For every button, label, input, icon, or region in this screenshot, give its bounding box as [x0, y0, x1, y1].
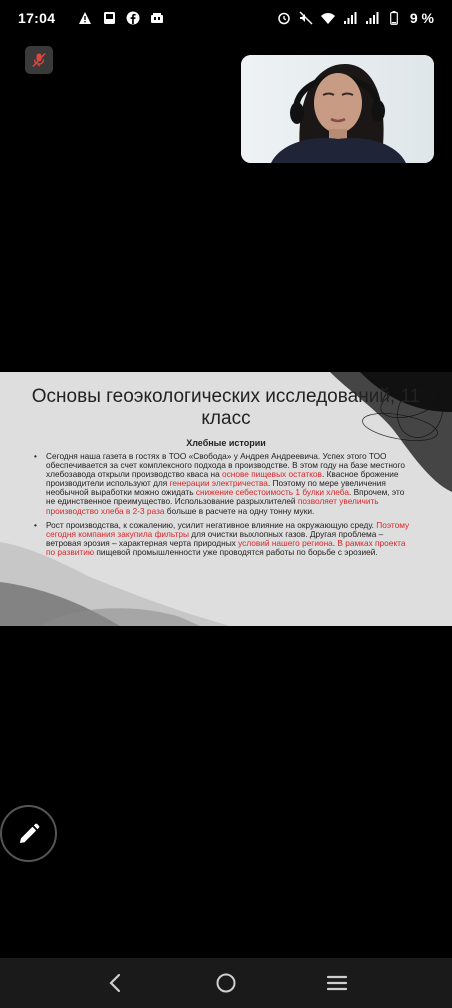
- participant-video[interactable]: [241, 55, 434, 163]
- slide-title: Основы геоэкологических исследований, 11 класс: [31, 386, 421, 429]
- media-icon: [149, 10, 165, 26]
- back-icon: [107, 973, 123, 993]
- wifi-icon: [320, 10, 336, 26]
- slide-body: [34, 452, 414, 562]
- paragraph-text: . Поэтому по мере увеличения необычной выработки можно ожидать: [46, 478, 386, 498]
- signal-icon: [364, 10, 380, 26]
- slide-subtitle: Хлебные истории: [186, 438, 266, 448]
- paragraph-text: для очистки выхлопных газов. Другая проблема – ветровая эрозия – характерная черта природных: [46, 528, 384, 548]
- signal-icon: [342, 10, 358, 26]
- bullet: •: [34, 519, 37, 530]
- microphone-off-icon: [31, 52, 47, 68]
- warning-icon: [77, 10, 93, 26]
- home-button[interactable]: [206, 963, 246, 1003]
- slide-paragraph: [34, 452, 414, 516]
- highlighted-text: основе пищевых остатков: [222, 469, 322, 480]
- paragraph-text: Рост производства, к сожалению, усилит негативное влияние на окружающую среду.: [46, 519, 377, 530]
- pencil-icon: [17, 822, 41, 846]
- facebook-icon: [125, 10, 141, 26]
- tray-icon: [101, 10, 117, 26]
- paragraph-text: пищевой промышленности уже проводятся работы по борьбе с эрозией.: [94, 546, 378, 557]
- highlighted-text: Поэтому сегодня компания закупила фильтры: [46, 519, 410, 539]
- home-icon: [215, 972, 237, 994]
- annotate-button[interactable]: [0, 805, 57, 862]
- highlighted-text: условий нашего региона: [238, 537, 333, 548]
- microphone-toggle-button[interactable]: [25, 46, 53, 74]
- status-bar: [0, 0, 452, 36]
- highlighted-text: В рамках проекта по развитию: [46, 537, 406, 557]
- paragraph-text: . Квасное брожение производители используют для: [46, 469, 399, 489]
- mute-icon: [298, 10, 314, 26]
- recents-icon: [326, 974, 348, 992]
- navigation-bar: [0, 958, 452, 1008]
- paragraph-text: .: [332, 537, 338, 548]
- alarm-icon: [276, 10, 292, 26]
- highlighted-text: позволяет увеличить производство хлеба в 2-3 раза: [46, 496, 379, 516]
- highlighted-text: генерации электричества: [169, 478, 268, 489]
- back-button[interactable]: [95, 963, 135, 1003]
- slide-paragraph: [34, 521, 414, 557]
- shared-slide: [0, 372, 452, 626]
- paragraph-text: больше в расчете на одну тонну муки.: [164, 505, 315, 516]
- battery-level: 9 %: [409, 10, 434, 26]
- highlighted-text: снижение себестоимость 1 булки хлеба: [195, 487, 349, 498]
- recents-button[interactable]: [317, 963, 357, 1003]
- clock: 17:04: [18, 10, 56, 26]
- paragraph-text: . Впрочем, это не единственное преимущество. Использование разрыхлителей: [46, 487, 405, 507]
- paragraph-text: Сегодня наша газета в гостях в ТОО «Свобода» у Андрея Андреевича. Успех этого ТОО обеспечивается за счет комплексного подхода в производстве. В этом году на базе местного хлебозавода открыли производство кваса на: [46, 451, 406, 480]
- bullet: •: [34, 451, 37, 461]
- battery-icon: [386, 10, 402, 26]
